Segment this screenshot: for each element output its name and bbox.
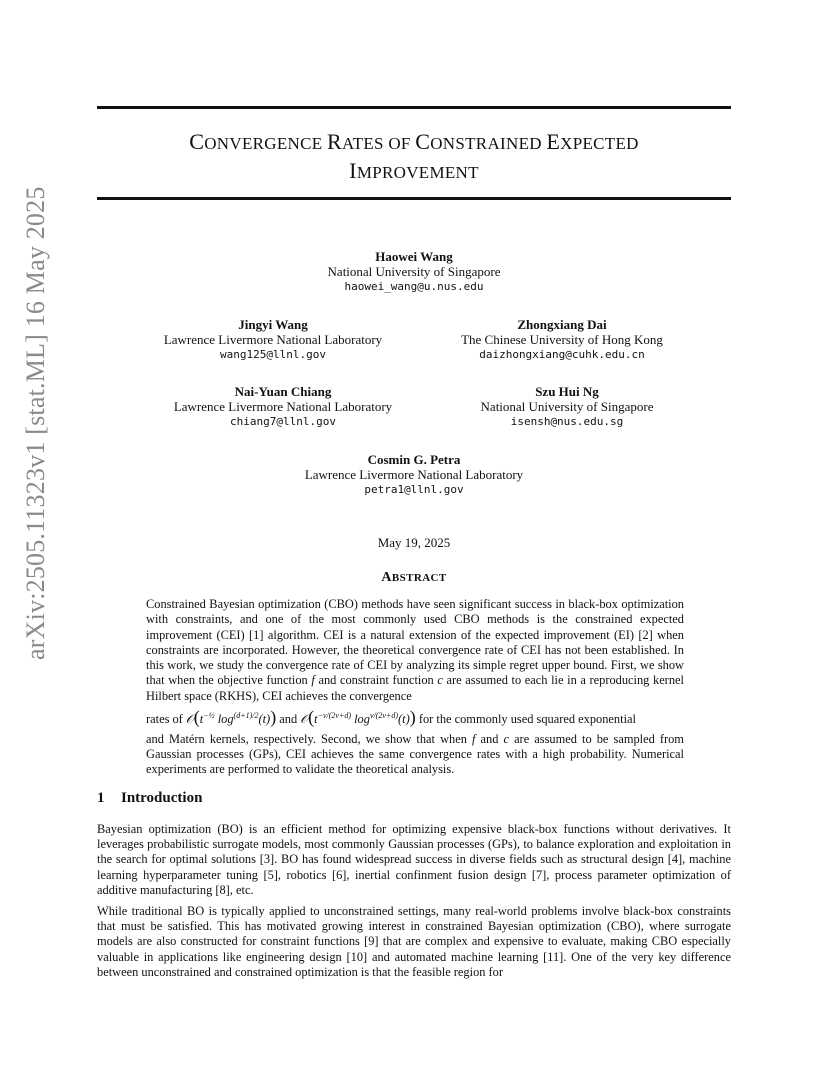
abstract-paragraph: Constrained Bayesian optimization (CBO) methods have seen significant success in black-box optimization with constraints, and one of the most commonly used CBO methods is the constrained expected improvement (CEI) [1] algorithm. CEI is a natural extension of the expected improvement (EI) [2] when constraints are incorporated. However, the theoretical convergence rate of CEI has not been established. In this work, we study the convergence rate of CEI by analyzing its simple regret upper bound. First, we show that when the objective function f and constraint function c are assumed to each lie in a reproducing kernel Hilbert space (RKHS), CEI achieves the convergence rates of $𝒪(t^{-\frac{1}{2}}$ $\log^{(d+1)/2}(t)$) and $𝒪(t^{-\nu/(2\nu+d)}$ $\log^{\nu/(2\nu+d)}(t)$) for the commonly used squared exponential and Matérn kernels, respectively. Second, we show that when f and c are assumed to be sampled from Gaussian processes (GPs), CEI achieves the same convergence rates with a high probability. Numerical experiments are performed to validate the theoretical analysis. [146,597,684,777]
author-name: Szu Hui Ng [535,384,599,399]
publication-date: May 19, 2025 [377,535,451,550]
intro-paragraph-2: While traditional BO is typically applied to unconstrained settings, many real-world problems involve black-box constraints that must be satisfied. This has motivated growing interest in constrained Bayesian optimization (CBO), where surrogate models are also constructed for constraint functions [9] that are complex and expensive to evaluate, making CBO especially valuable in applications like engineering design [10] and automated machine learning [11]. One of the very key difference between unconstrained and constrained optimization is that the feasible region for [97,904,731,979]
author-name: Jingyi Wang [238,317,308,332]
rate-formula-matern: $𝒪(t^{-\nu/(2\nu+d)}$ $\log^{\nu/(2\nu+d)}(t)$) [300,707,416,728]
rate-formula-se: $𝒪(t^{-\frac{1}{2}}$ $\log^{(d+1)/2}(t)$) [185,707,277,728]
author-name: Cosmin G. Petra [367,452,461,467]
author-email[interactable]: wang125@llnl.gov [220,348,326,361]
author-block [412,317,712,363]
paper-title [97,128,731,186]
author-affiliation: Lawrence Livermore National Laboratory [173,399,393,414]
author-block [123,317,423,363]
author-affiliation: Lawrence Livermore National Laboratory [304,467,524,482]
abstract-body [146,597,684,777]
arxiv-identifier: arXiv:2505.11323v1 [stat.ML] 16 May 2025 [21,186,50,660]
author-email[interactable]: haowei_wang@u.nus.edu [344,280,484,293]
author-affiliation: National University of Singapore [327,264,501,279]
author-affiliation: The Chinese University of Hong Kong [461,332,663,347]
author-block [133,384,433,430]
author-email[interactable]: chiang7@llnl.gov [230,415,336,428]
author-email[interactable]: daizhongxiang@cuhk.edu.cn [479,348,645,361]
intro-paragraph-1: Bayesian optimization (BO) is an efficient method for optimizing expensive black-box functions without derivatives. It leverages probabilistic surrogate models, most commonly Gaussian processes (GPs), to balance exploration and exploitation in the search for optimal solutions [3]. BO has found widespread success in diverse fields such as structural design [4], machine learning hyperparameter tuning [5], robotics [6], inertial confinment fusion design [7], process parameter optimization of additive manufacturing [8], etc. [97,822,731,897]
section-heading [97,790,202,807]
author-name: Zhongxiang Dai [517,317,607,332]
title-line-1: CONVERGENCE RATES OF CONSTRAINED EXPECTED [189,129,639,154]
author-name: Nai-Yuan Chiang [234,384,332,399]
section-title: Introduction [121,790,203,806]
author-affiliation: National University of Singapore [480,399,654,414]
title-rule-top [97,106,731,109]
author-block [417,384,717,430]
author-affiliation: Lawrence Livermore National Laboratory [163,332,383,347]
title-line-2: IMPROVEMENT [349,158,479,183]
author-block [264,249,564,295]
abstract-heading: ABSTRACT [381,570,447,585]
title-rule-bottom [97,197,731,200]
convergence-rates-line: rates of $𝒪(t^{-\frac{1}{2}}$ $\log^{(d+1)/2}(t)$) and $𝒪(t^{-\nu/(2\nu+d)}$ $\log^{\nu/(2\nu+d)}(t)$) for the commonly used squared exponential [146,707,636,728]
author-block [264,452,564,498]
author-email[interactable]: isensh@nus.edu.sg [510,415,624,428]
section-number: 1 [97,790,105,806]
author-name: Haowei Wang [375,249,453,264]
author-email[interactable]: petra1@llnl.gov [364,483,464,496]
